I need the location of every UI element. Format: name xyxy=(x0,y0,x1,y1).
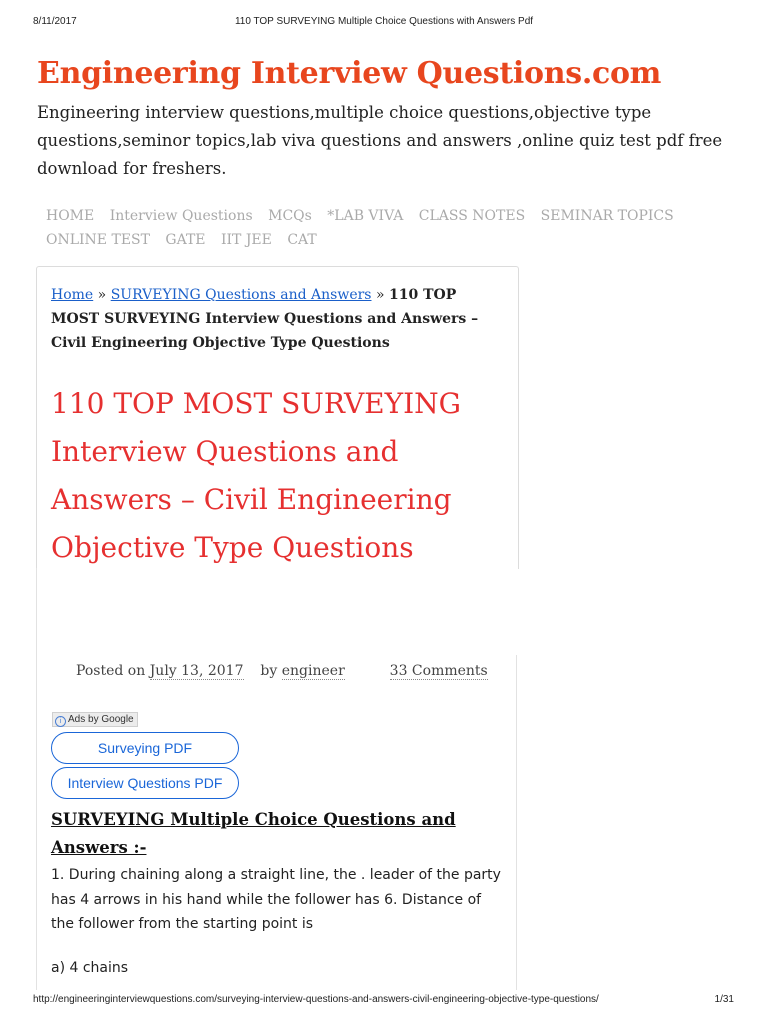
ad-button-interview-questions-pdf[interactable]: Interview Questions PDF xyxy=(51,767,239,799)
nav-item-class-notes[interactable]: CLASS NOTES xyxy=(418,208,526,224)
breadcrumb-home-link[interactable]: Home xyxy=(51,287,94,303)
breadcrumb-separator: » xyxy=(97,287,107,303)
post-title: 110 TOP MOST SURVEYING Interview Questions and Answers – Civil Engineering Objective Type Questions xyxy=(51,387,462,564)
post-comments-link[interactable]: 33 Comments xyxy=(389,663,488,679)
by-label: by xyxy=(260,663,278,679)
question-1-option-a: a) 4 chains xyxy=(51,960,129,976)
site-title[interactable]: Engineering Interview Questions.com xyxy=(37,56,662,91)
posted-on-label: Posted on xyxy=(76,663,146,679)
breadcrumb-separator: » xyxy=(375,287,385,303)
nav-item-interview-questions[interactable]: Interview Questions xyxy=(109,208,253,224)
ads-label-text: Ads by Google xyxy=(68,714,134,725)
nav-item-lab-viva[interactable]: *LAB VIVA xyxy=(327,208,404,224)
print-url: http://engineeringinterviewquestions.com/surveying-interview-questions-and-answers-civil-engineering-objective-type-questions/ xyxy=(33,994,599,1005)
breadcrumb xyxy=(51,283,506,355)
print-page-number: 1/31 xyxy=(714,994,734,1005)
nav-item-mcqs[interactable]: MCQs xyxy=(268,208,312,224)
content-box-right-border xyxy=(516,655,517,990)
info-icon: i xyxy=(55,716,66,727)
nav-item-online-test[interactable]: ONLINE TEST xyxy=(46,232,150,248)
print-header xyxy=(0,16,768,30)
print-doc-title: 110 TOP SURVEYING Multiple Choice Questions with Answers Pdf xyxy=(234,16,534,27)
print-date: 8/11/2017 xyxy=(33,16,77,27)
nav-item-iit-jee[interactable]: IIT JEE xyxy=(220,232,272,248)
site-description: Engineering interview questions,multiple choice questions,objective type questions,seminor topics,lab viva questions and answers ,online quiz test pdf free download for freshers. xyxy=(37,103,723,178)
section-heading: SURVEYING Multiple Choice Questions and Answers :- xyxy=(51,810,456,857)
content-box-left-border xyxy=(36,568,37,990)
post-meta xyxy=(76,663,496,679)
nav-item-home[interactable]: HOME xyxy=(46,208,95,224)
post-author-link[interactable]: engineer xyxy=(281,663,345,679)
main-nav xyxy=(46,204,726,252)
breadcrumb-current: 110 TOP MOST SURVEYING Interview Questions and Answers – Civil Engineering Objective Type Questions xyxy=(51,287,479,351)
ads-by-google-label[interactable] xyxy=(52,712,138,727)
nav-item-gate[interactable]: GATE xyxy=(165,232,206,248)
question-1: 1. During chaining along a straight line, the . leader of the party has 4 arrows in his hand while the follower has 6. Distance of the follower from the starting point is xyxy=(51,867,501,932)
nav-item-cat[interactable]: CAT xyxy=(287,232,317,248)
ad-button-surveying-pdf[interactable]: Surveying PDF xyxy=(51,732,239,764)
breadcrumb-category-link[interactable]: SURVEYING Questions and Answers xyxy=(110,287,372,303)
nav-item-seminar-topics[interactable]: SEMINAR TOPICS xyxy=(540,208,674,224)
post-date-link[interactable]: July 13, 2017 xyxy=(149,663,244,679)
